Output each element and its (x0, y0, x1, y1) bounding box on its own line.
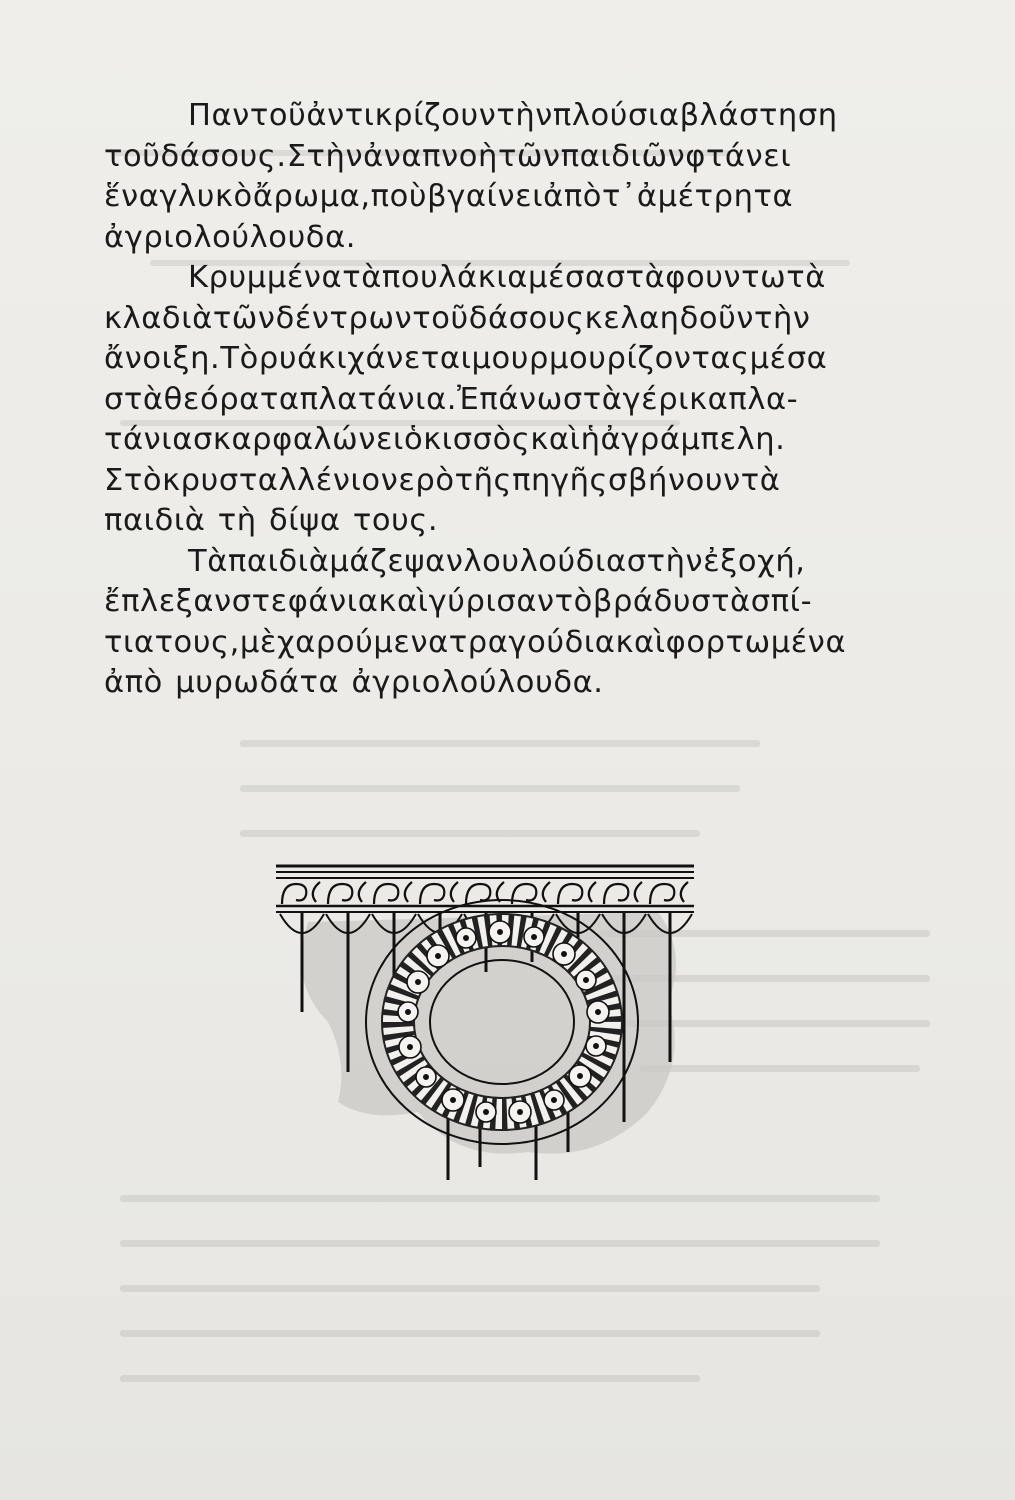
text-line: Κρυμμένατὰπουλάκιαμέσαστὰφουντωτὰ (188, 260, 826, 295)
text-line: παιδιὰ τὴ δίψα τους. (104, 503, 439, 538)
text-line: Στὸκρυσταλλένιονερὸτῆςπηγῆςσβήνουντὰ (104, 462, 781, 498)
paragraph-1 (104, 96, 942, 258)
text-line: ἀγριολούλουδα. (104, 219, 357, 255)
text-line: ἀπὸ μυρωδάτα ἀγριολούλουδα. (104, 665, 604, 700)
text-line: κλαδιὰτῶνδέντρωντοῦδάσουςκελαηδοῦντὴν (104, 300, 811, 336)
text-line: ἔπλεξανστεφάνιακαὶγύρισαντὸβράδυστὰσπί- (104, 584, 813, 619)
wreath-on-iron-railing-illustration (268, 862, 698, 1182)
body-text (104, 96, 942, 704)
text-line: στὰθεόραταπλατάνια.Ἐπάνωστὰγέρικαπλα- (104, 381, 799, 417)
text-line: Παντοῦἀντικρίζουντὴνπλούσιαβλάστηση (188, 98, 838, 133)
paragraph-3 (104, 542, 942, 704)
text-line: ἕναγλυκὸἄρωμα,ποὺβγαίνειἀπὸτ᾽ἀμέτρητα (104, 179, 794, 214)
paragraph-2 (104, 258, 942, 542)
text-line: τοῦδάσους.Στὴνἀναπνοὴτῶνπαιδιῶνφτάνει (104, 138, 792, 174)
text-line: ἄνοιξη.Τὸρυάκιχάνεταιμουρμουρίζονταςμέσα (104, 341, 828, 376)
text-line: τιατους,μὲχαρούμενατραγούδιακαὶφορτωμένα (104, 624, 847, 660)
text-line: Τὰπαιδιὰμάζεψανλουλούδιαστὴνἐξοχή, (188, 543, 806, 579)
text-line: τάνιασκαρφαλώνειὁκισσὸςκαὶἡἀγράμπελη. (104, 422, 786, 457)
